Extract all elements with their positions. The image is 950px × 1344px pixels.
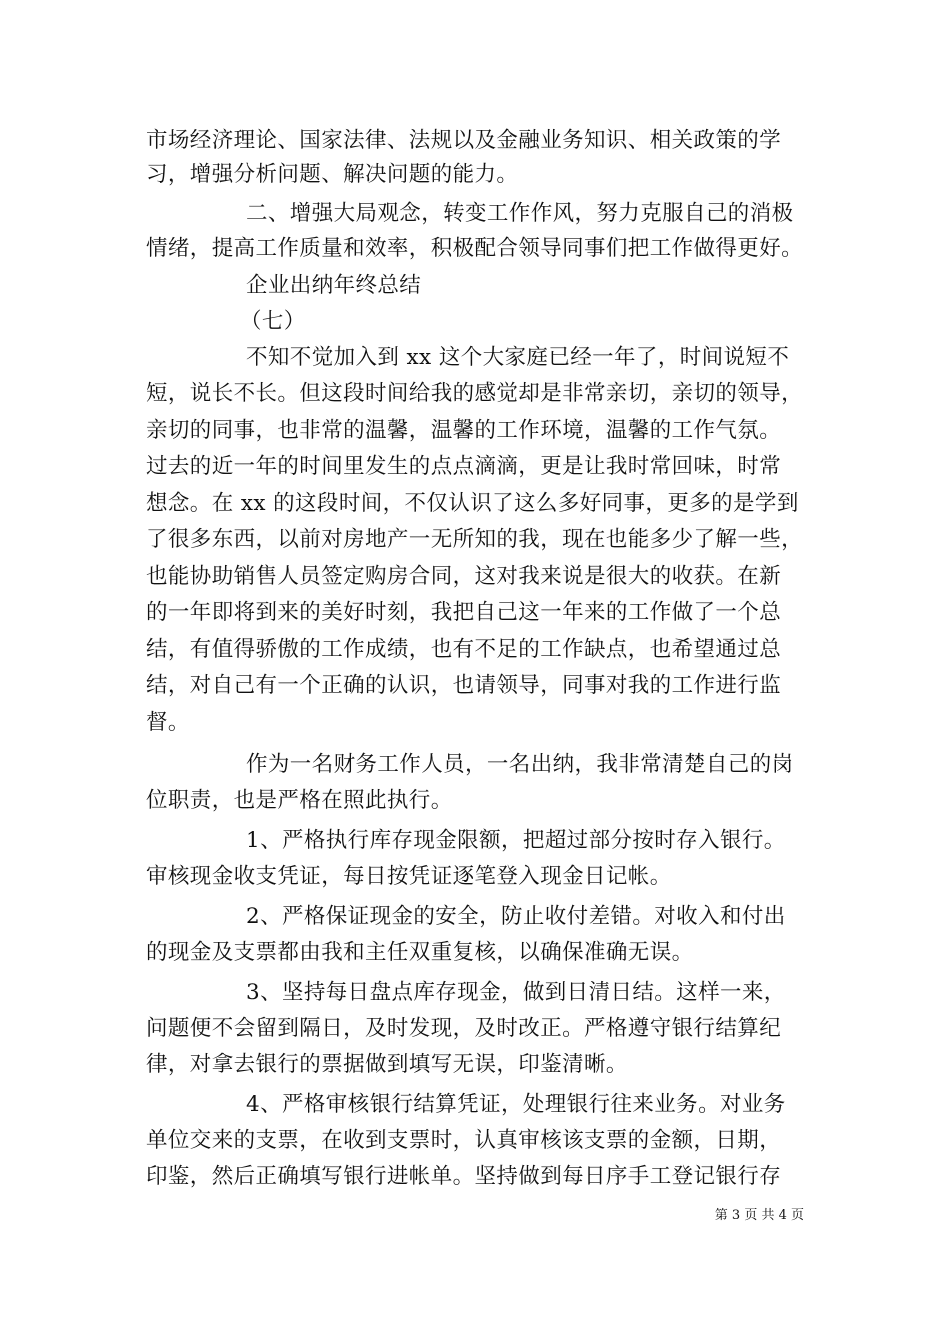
text-line: 的一年即将到来的美好时刻，我把自己这一年来的工作做了一个总	[146, 600, 782, 625]
text-line: 审核现金收支凭证，每日按凭证逐笔登入现金日记帐。	[146, 864, 672, 889]
text-line: 情绪，提高工作质量和效率，积极配合领导同事们把工作做得更好。	[146, 236, 804, 261]
section-number: （七）	[240, 309, 306, 334]
text-line: 的现金及支票都由我和主任双重复核，以确保准确无误。	[146, 940, 694, 965]
text-line: 4、严格审核银行结算凭证，处理银行往来业务。对业务	[246, 1092, 786, 1117]
text-line: 结，有值得骄傲的工作成绩，也有不足的工作缺点，也希望通过总	[146, 637, 782, 662]
page-number: 第 3 页 共 4 页	[714, 1208, 804, 1223]
text-line: 督。	[146, 710, 190, 735]
text-line: 也能协助销售人员签定购房合同，这对我来说是很大的收获。在新	[146, 564, 782, 589]
text-line: 律，对拿去银行的票据做到填写无误，印鉴清晰。	[146, 1052, 628, 1077]
text-line: 问题便不会留到隔日，及时发现，及时改正。严格遵守银行结算纪	[146, 1016, 782, 1041]
text-line: 作为一名财务工作人员，一名出纳，我非常清楚自己的岗	[246, 752, 794, 777]
text-line: 不知不觉加入到 xx 这个大家庭已经一年了，时间说短不	[246, 345, 790, 370]
text-line: 了很多东西，以前对房地产一无所知的我，现在也能多少了解一些，	[146, 527, 804, 552]
text-line: 2、严格保证现金的安全，防止收付差错。对收入和付出	[246, 904, 786, 929]
text-line: 想念。在 xx 的这段时间，不仅认识了这么多好同事，更多的是学到	[146, 491, 799, 516]
text-line: 印鉴，然后正确填写银行进帐单。坚持做到每日序手工登记银行存	[146, 1164, 782, 1189]
text-line: 1、严格执行库存现金限额，把超过部分按时存入银行。	[246, 828, 786, 853]
text-line: 市场经济理论、国家法律、法规以及金融业务知识、相关政策的学	[146, 128, 782, 153]
section-title: 企业出纳年终总结	[246, 273, 422, 298]
text-line: 单位交来的支票，在收到支票时，认真审核该支票的金额，日期，	[146, 1128, 782, 1153]
text-line: 结，对自己有一个正确的认识，也请领导，同事对我的工作进行监	[146, 673, 782, 698]
text-line: 位职责，也是严格在照此执行。	[146, 788, 453, 813]
text-line: 亲切的同事，也非常的温馨，温馨的工作环境，温馨的工作气氛。	[146, 418, 782, 443]
text-line: 习，增强分析问题、解决问题的能力。	[146, 162, 519, 187]
text-line: 短，说长不长。但这段时间给我的感觉却是非常亲切，亲切的领导，	[146, 381, 804, 406]
text-line: 3、坚持每日盘点库存现金，做到日清日结。这样一来，	[246, 980, 786, 1005]
text-line: 二、增强大局观念，转变工作作风，努力克服自己的消极	[246, 201, 794, 226]
text-line: 过去的近一年的时间里发生的点点滴滴，更是让我时常回味，时常	[146, 454, 782, 479]
